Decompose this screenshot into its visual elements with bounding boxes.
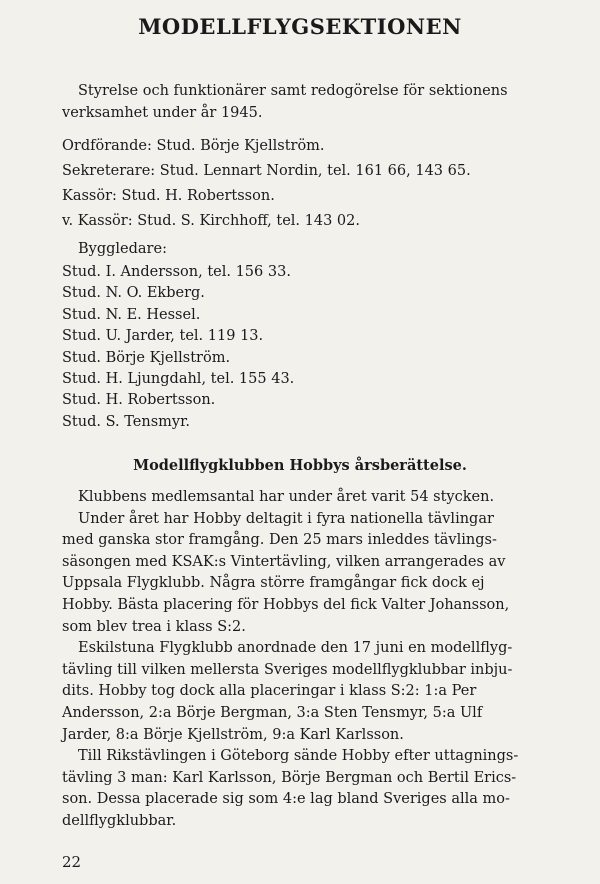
list-item: Stud. Börje Kjellström.: [62, 349, 231, 366]
report-line: dits. Hobby tog dock alla placeringar i klass S:2: 1:a Per: [62, 683, 477, 700]
report-line: med ganska stor framgång. Den 25 mars inleddes tävlings-: [62, 532, 497, 549]
officer-vice-treasurer: v. Kassör: Stud. S. Kirchhoff, tel. 143 02.: [62, 213, 360, 229]
report-line: Uppsala Flygklubb. Några större framgångar fick dock ej: [62, 575, 485, 592]
report-line: tävling till vilken mellersta Sveriges modellflygklubbar inbju-: [62, 661, 513, 678]
report-body: [62, 487, 570, 833]
list-item: Stud. H. Robertsson.: [62, 392, 216, 409]
report-heading: Modellflygklubben Hobbys årsberättelse.: [133, 457, 467, 474]
list-item: Stud. U. Jarder, tel. 119 13.: [62, 328, 264, 345]
page-number: 22: [62, 853, 82, 871]
report-line: son. Dessa placerade sig som 4:e lag bland Sveriges alla mo-: [62, 791, 510, 808]
report-line: dellflygklubbar.: [62, 812, 177, 829]
list-item: Stud. S. Tensmyr.: [62, 413, 191, 430]
report-line: Klubbens medlemsantal har under året varit 54 stycken.: [78, 489, 495, 505]
report-line: Andersson, 2:a Börje Bergman, 3:a Sten Tensmyr, 5:a Ulf: [62, 704, 483, 721]
page-title: MODELLFLYGSEKTIONEN: [138, 14, 462, 39]
list-item: Stud. N. O. Ekberg.: [62, 285, 205, 302]
list-item: Stud. N. E. Hessel.: [62, 306, 201, 323]
officer-secretary: Sekreterare: Stud. Lennart Nordin, tel. 161 66, 143 65.: [62, 163, 471, 179]
report-line: Jarder, 8:a Börje Kjellström, 9:a Karl Karlsson.: [62, 726, 404, 743]
report-line: säsongen med KSAK:s Vintertävling, vilken arrangerades av: [62, 553, 506, 570]
builders-heading: Byggledare:: [78, 241, 167, 257]
report-line: Eskilstuna Flygklubb anordnade den 17 juni en modellflyg-: [78, 640, 513, 657]
report-line: som blev trea i klass S:2.: [62, 618, 246, 635]
report-line: tävling 3 man: Karl Karlsson, Börje Bergman och Bertil Erics-: [62, 769, 517, 786]
report-line: Under året har Hobby deltagit i fyra nationella tävlingar: [78, 510, 494, 527]
officer-chairman: Ordförande: Stud. Börje Kjellström.: [62, 138, 325, 154]
intro-line: Styrelse och funktionärer samt redogörelse för sektionens: [78, 83, 508, 99]
officers-list: [62, 134, 471, 234]
officer-treasurer: Kassör: Stud. H. Robertsson.: [62, 188, 275, 204]
report-line: Till Rikstävlingen i Göteborg sände Hobby efter uttagnings-: [78, 748, 519, 765]
report-line: Hobby. Bästa placering för Hobbys del fick Valter Johansson,: [62, 596, 510, 613]
builders-list: [62, 262, 294, 433]
intro-line: verksamhet under år 1945.: [62, 105, 263, 121]
intro-paragraph: [62, 80, 562, 124]
list-item: Stud. I. Andersson, tel. 156 33.: [62, 264, 291, 280]
list-item: Stud. H. Ljungdahl, tel. 155 43.: [62, 370, 295, 387]
